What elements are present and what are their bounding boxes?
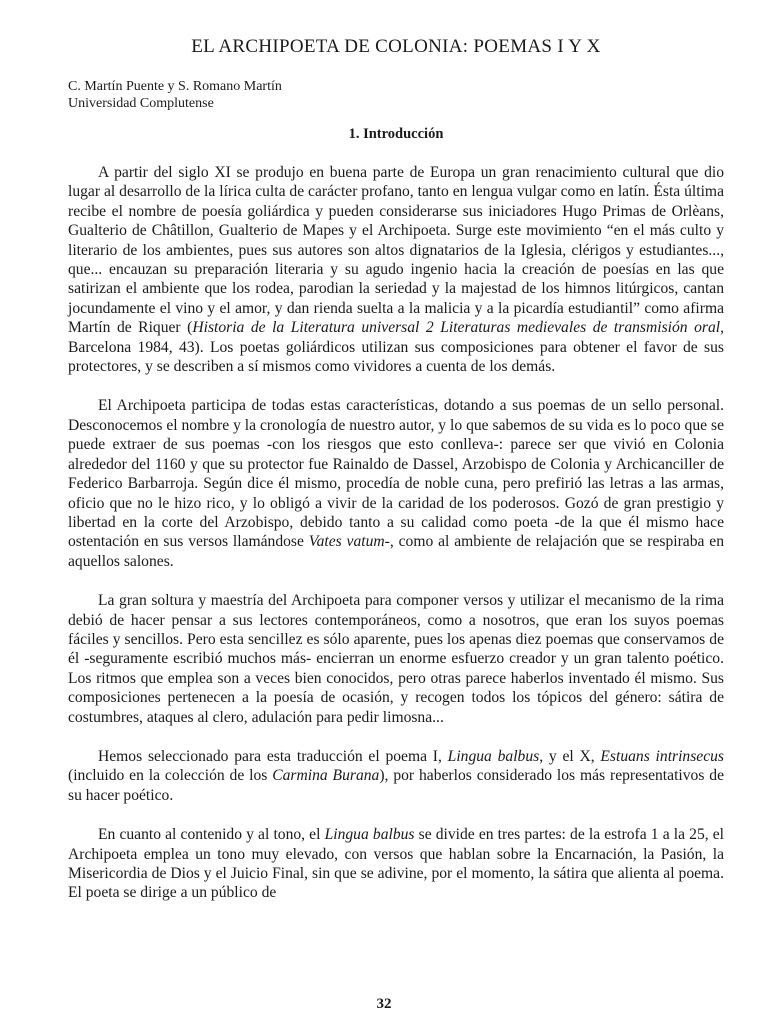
article-title: EL ARCHIPOETA DE COLONIA: POEMAS I Y X <box>191 36 601 57</box>
page-number: 32 <box>376 996 392 1012</box>
paragraph-1: A partir del siglo XI se produjo en buena parte de Europa un gran renacimiento cultural que dio lugar al desarrollo de la lírica culta de carácter profano, tanto en lengua vulgar como en latín. Ésta última recibe el nombre de poesía goliárdica y pueden considerarse sus iniciadores Hugo Primas de Orlèans, Gualterio de Châtillon, Gualterio de Mapes y el Archipoeta. Surge este movimiento “en el más culto y literario de los ambientes, pues sus autores son altos dignatarios de la Iglesia, clérigos y estudiantes..., que... encauzan su preparación literaria y su agudo ingenio hacia la creación de poesías en las que satirizan el ambiente que los rodea, parodian la seriedad y la majestad de los himnos litúrgicos, cantan jocundamente el vino y el amor, y dan rienda suelta a la malicia y a la picardía estudiantil” como afirma Martín de Riquer (Historia de la Literatura universal 2 Literaturas medievales de transmisión oral, Barcelona 1984, 43). Los poetas goliárdicos utilizan sus composiciones para obtener el favor de sus protectores, y se describen a sí mismos como vividores a cuenta de los demás. <box>68 164 724 376</box>
paragraph-5: En cuanto al contenido y al tono, el Lingua balbus se divide en tres partes: de la estrofa 1 a la 25, el Archipoeta emplea un tono muy elevado, con versos que hablan sobre la Encarnación, la Pasión, la Misericordia de Dios y el Juicio Final, sin que se adivine, por el momento, la sátira que alienta al poema. El poeta se dirige a un público de <box>68 826 725 902</box>
affiliation: Universidad Complutense <box>68 96 214 111</box>
paragraph-3: La gran soltura y maestría del Archipoeta para componer versos y utilizar el mecanismo de la rima debió de hacer pensar a sus lectores contemporáneos, como a nosotros, que eran los suyos poemas fáciles y sencillos. Pero esta sencillez es sólo aparente, pues los apenas diez poemas que conservamos de él -seguramente escribió muchos más- encierran un enorme esfuerzo creador y un gran talento poético. Los ritmos que emplea son a veces bien conocidos, pero otras parece haberlos inventado él mismo. Sus composiciones pertenecen a la poesía de ocasión, y recogen todos los tópicos del género: sátira de costumbres, ataques al clero, adulación para pedir limosna... <box>68 592 724 726</box>
paragraph-2: El Archipoeta participa de todas estas características, dotando a sus poemas de un sello personal. Desconocemos el nombre y la cronología de nuestro autor, y lo que sabemos de su vida es lo poco que se puede extraer de sus poemas -con los riesgos que esto conlleva-: parece ser que vivió en Colonia alrededor del 1160 y que su protector fue Rainaldo de Dassel, Arzobispo de Colonia y Archicanciller de Federico Barbarroja. Según dice él mismo, procedía de noble cuna, pero prefirió las letras a las armas, oficio que no le hizo rico, y lo obligó a vivir de la caridad de los poderosos. Gozó de gran prestigio y libertad en la corte del Arzobispo, debido tanto a su calidad como poeta -de la que él mismo hace ostentación en sus versos llamándose Vates vatum-, como al ambiente de relajación que se respiraba en aquellos salones. <box>68 397 724 570</box>
paragraph-4: Hemos seleccionado para esta traducción el poema I, Lingua balbus, y el X, Estuans intrinsecus (incluido en la colección de los Carmina Burana), por haberlos considerado los más representativos de su hacer poético. <box>68 747 724 804</box>
authors: C. Martín Puente y S. Romano Martín <box>68 79 282 94</box>
page <box>68 36 724 923</box>
section-heading: 1. Introducción <box>348 126 444 142</box>
